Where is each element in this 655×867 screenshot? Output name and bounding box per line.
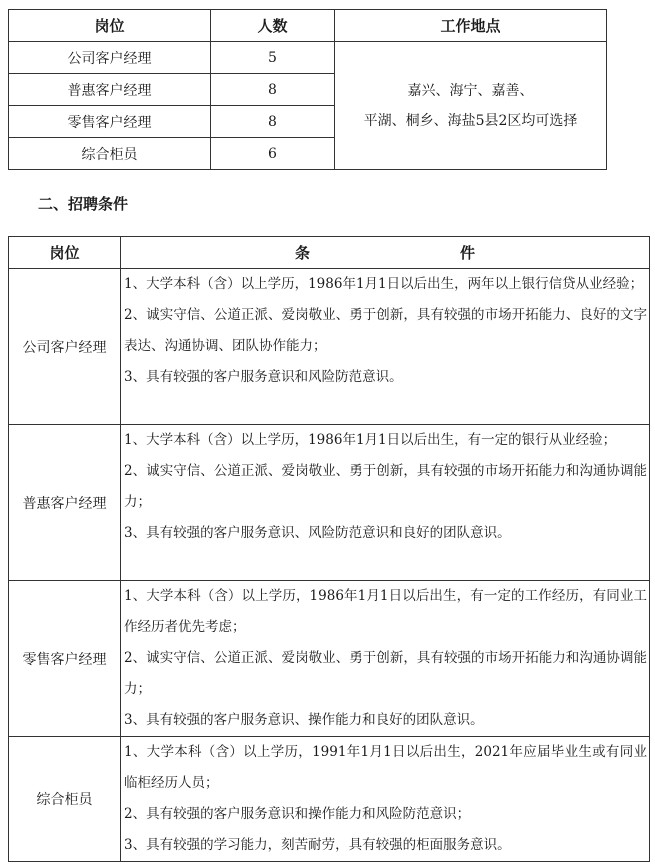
table-row: [9, 269, 650, 425]
location-line-2: 平湖、桐乡、海盐5县2区均可选择: [363, 112, 578, 129]
position-cell: 普惠客户经理: [9, 74, 211, 106]
header-count: 人数: [211, 10, 335, 42]
header-cond-right: 件: [460, 244, 476, 262]
condition-item: 2、具有较强的客户服务意识和操作能力和风险防范意识；: [124, 806, 471, 822]
condition-item: 3、具有较强的客户服务意识和风险防范意识。: [124, 369, 403, 385]
conditions-table: [8, 236, 650, 862]
position-cell: 普惠客户经理: [9, 425, 121, 581]
condition-item: 1、大学本科（含）以上学历，1986年1月1日以后出生，有一定的银行从业经验；: [124, 432, 617, 448]
table-row: [9, 425, 650, 581]
table-header-row: [9, 10, 607, 42]
location-line-1: 嘉兴、海宁、嘉善、: [407, 82, 534, 99]
conditions-cell: [121, 581, 650, 737]
conditions-cell: [121, 425, 650, 581]
count-cell: 6: [211, 138, 335, 170]
header-conditions: [121, 237, 650, 269]
condition-item: 3、具有较强的客户服务意识、操作能力和良好的团队意识。: [124, 712, 484, 728]
count-cell: 5: [211, 42, 335, 74]
header-cond-left: 条: [294, 244, 310, 262]
conditions-cell: [121, 737, 650, 862]
condition-item: 3、具有较强的客户服务意识、风险防范意识和良好的团队意识。: [124, 525, 511, 541]
condition-item: 2、诚实守信、公道正派、爱岗敬业、勇于创新，具有较强的市场开拓能力和沟通协调能力；: [124, 650, 647, 697]
table-header-row: [9, 237, 650, 269]
condition-item: 1、大学本科（含）以上学历，1986年1月1日以后出生，两年以上银行信贷从业经验；: [124, 276, 644, 292]
condition-item: 2、诚实守信、公道正派、爱岗敬业、勇于创新，具有较强的市场开拓能力和沟通协调能力；: [124, 463, 647, 510]
position-cell: 综合柜员: [9, 138, 211, 170]
position-cell: 零售客户经理: [9, 106, 211, 138]
conditions-cell: [121, 269, 650, 425]
position-cell: 公司客户经理: [9, 269, 121, 425]
condition-item: 2、诚实守信、公道正派、爱岗敬业、勇于创新，具有较强的市场开拓能力、良好的文字表达、沟通协调、团队协作能力；: [124, 307, 647, 354]
position-cell: 综合柜员: [9, 737, 121, 862]
condition-item: 1、大学本科（含）以上学历，1986年1月1日以后出生，有一定的工作经历，有同业工作经历者优先考虑；: [124, 588, 647, 635]
positions-table: [8, 9, 607, 170]
header-position: 岗位: [9, 10, 211, 42]
position-cell: 零售客户经理: [9, 581, 121, 737]
table-row: [9, 42, 607, 74]
table-row: [9, 737, 650, 862]
condition-item: 3、具有较强的学习能力，刻苦耐劳，具有较强的柜面服务意识。: [124, 837, 511, 853]
position-cell: 公司客户经理: [9, 42, 211, 74]
header-location: 工作地点: [335, 10, 607, 42]
section-title: 二、招聘条件: [38, 195, 129, 213]
count-cell: 8: [211, 74, 335, 106]
table-row: [9, 581, 650, 737]
condition-item: 1、大学本科（含）以上学历，1991年1月1日以后出生，2021年应届毕业生或有同业临柜经历人员；: [124, 744, 647, 791]
header-position: 岗位: [9, 237, 121, 269]
location-cell: [335, 42, 607, 170]
count-cell: 8: [211, 106, 335, 138]
